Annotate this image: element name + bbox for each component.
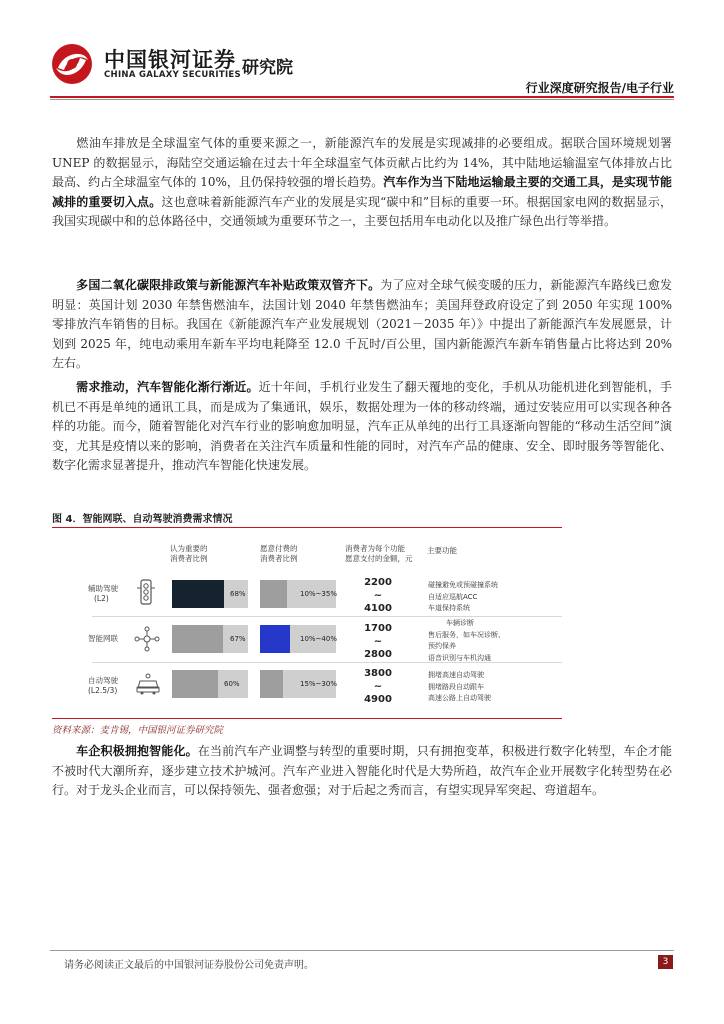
price-high: 4900 — [364, 694, 392, 705]
bar-important-label: 68% — [230, 590, 246, 598]
bar-pay-label: 10%~35% — [300, 590, 337, 598]
header-divider-thin — [50, 99, 674, 100]
page-header — [0, 0, 724, 100]
function-item: 拥堵路段自动跟车 — [428, 682, 484, 691]
figure-source: 资料来源：麦肯锡，中国银河证券研究院 — [52, 725, 224, 736]
p1-text: 燃油车排放是全球温室气体的重要来源之一，新能源汽车的发展是实现减排的必要组成。据联合国环境规划署 UNEP 的数据显示，海陆空交通运输在过去十年全球温室气体贡献占比约为 14%，其中陆地运输温室气体排放占比最高、约占全球温室气体的 10%，且仍保持较强的增长趋势。 — [52, 136, 672, 189]
bar-pay-fill — [260, 625, 290, 653]
col-header-important: 认为重要的 消费者比例 — [170, 544, 208, 563]
row-label-sub: (L2) — [94, 594, 109, 603]
price-low: 1700 — [364, 623, 392, 634]
function-list — [428, 580, 498, 615]
bar-important-fill — [172, 625, 223, 653]
function-item: 自适应巡航ACC — [428, 592, 478, 601]
figure-bottom-rule — [52, 718, 562, 719]
p2-bold: 多国二氧化碳限排政策与新能源汽车补贴政策双管齐下。 — [76, 278, 381, 292]
galaxy-logo-icon — [50, 42, 94, 86]
row-label-line: 自动驾驶 — [88, 676, 118, 685]
function-item: 预约保养 — [428, 642, 456, 650]
footer-divider — [50, 950, 674, 951]
bar-pay-fill — [260, 670, 283, 698]
function-item: 碰撞避免或预碰撞系统 — [428, 581, 498, 589]
function-item: 车辆诊断 — [446, 619, 474, 627]
bar-pay-label: 10%~40% — [300, 635, 337, 643]
header-divider — [50, 96, 674, 98]
paragraph-automaker — [52, 742, 672, 801]
bar-important-fill — [172, 670, 218, 698]
function-list — [428, 618, 505, 664]
p4-bold: 车企积极拥抱智能化。 — [76, 744, 198, 758]
row-label-l2 — [88, 584, 118, 604]
function-item: 高速公路上自动驾驶 — [428, 694, 491, 702]
function-list — [428, 670, 491, 705]
row-label-line: 智能网联 — [88, 634, 118, 643]
price-sep: ~ — [373, 681, 383, 692]
function-item: 车道保持系统 — [428, 604, 470, 612]
brand-name-en: CHINA GALAXY SECURITIES — [104, 70, 241, 80]
function-item: 语音识别与车机沟通 — [428, 653, 491, 662]
price-sep: ~ — [373, 590, 383, 601]
report-type: 行业深度研究报告/电子行业 — [525, 81, 674, 95]
row-separator — [92, 616, 562, 617]
bar-important-label: 60% — [224, 680, 240, 688]
row-label-connected — [88, 634, 118, 644]
bar-important-label: 67% — [230, 635, 246, 643]
price-low: 3800 — [364, 668, 392, 679]
price-sep: ~ — [373, 636, 383, 647]
footer-disclaimer: 请务必阅读正文最后的中国银河证券股份公司免责声明。 — [64, 960, 314, 971]
traffic-light-icon — [134, 578, 158, 608]
brand-name-cn: 中国银河证券 — [104, 48, 236, 72]
bar-important-fill — [172, 580, 224, 608]
col-header-amount: 消费者为每个功能 愿意支付的金额，元 — [345, 544, 413, 563]
bar-pay-label: 15%~30% — [300, 680, 337, 688]
page-number: 3 — [658, 955, 673, 969]
price-range — [358, 622, 398, 661]
bar-pay-fill — [260, 580, 287, 608]
price-range — [358, 667, 398, 706]
price-high: 4100 — [364, 603, 392, 614]
price-low: 2200 — [364, 577, 392, 588]
row-label-l3 — [88, 676, 118, 696]
price-high: 2800 — [364, 649, 392, 660]
car-icon — [134, 672, 162, 696]
function-item: 售后服务，如车况诊断、 — [428, 630, 505, 639]
figure-demand-chart — [52, 528, 562, 718]
figure-title: 图 4．智能网联、自动驾驶消费需求情况 — [52, 514, 233, 525]
network-icon — [134, 626, 160, 652]
function-item: 拥堵高速自动驾驶 — [428, 671, 484, 679]
p1-bold: 汽车作为当下陆地运输最主要的交通工具，是实现节能减排的重要切入点。 — [52, 175, 672, 209]
p4-text: 在当前汽车产业调整与转型的重要时期，只有拥抱变革，积极进行数字化转型，车企才能不被时代大潮所弃，逐步建立技术护城河。汽车产业进入智能化时代是大势所趋，故汽车企业开展数字化转型势在必行。对于龙头企业而言，可以保持领先、强者愈强；对于后起之秀而言，有望实现异军突起、弯道超车。 — [52, 744, 672, 797]
row-label-sub: (L2.5/3) — [88, 686, 118, 695]
row-label-line: 辅助驾驶 — [88, 584, 118, 593]
col-header-pay: 愿意付费的 消费者比例 — [260, 544, 298, 563]
price-range — [358, 576, 398, 615]
p1-tail: 这也意味着新能源汽车产业的发展是实现“碳中和”目标的重要一环。根据国家电网的数据显示，我国实现碳中和的总体路径中，交通领域为重要环节之一，主要包括用车电动化以及推广绿色出行等举措。 — [52, 194, 672, 228]
p2-text: 为了应对全球气候变暖的压力，新能源汽车路线已愈发明显：英国计划 2030 年禁售燃油车，法国计划 2040 年禁售燃油车；美国拜登政府设定了到 2050 年实现 100%零排放汽车销售的目标。我国在《新能源汽车产业发展规划（2021－2035 年）》中提出了新能源汽车发展愿景，计划到 2025 年，纯电动乘用车新车平均电耗降至 12.0 千瓦时/百公里，国内新能源汽车新车销售量占比将达到 20%左右。 — [52, 278, 672, 370]
paragraph-emission — [52, 134, 672, 232]
paragraph-policy — [52, 276, 672, 374]
col-header-functions: 主要功能 — [427, 546, 457, 555]
p3-bold: 需求推动，汽车智能化渐行渐近。 — [76, 380, 259, 394]
row-separator — [92, 662, 562, 663]
p3-text: 近十年间，手机行业发生了翻天覆地的变化，手机从功能机进化到智能机，手机已不再是单纯的通讯工具，而是成为了集通讯，娱乐，数据处理为一体的移动终端，通过安装应用可以实现各种各样的功能。而今，随着智能化对汽车行业的影响愈加明显，汽车正从单纯的出行工具逐渐向智能的“移动生活空间”演变，尤其是疫情以来的影响，消费者在关注汽车质量和性能的同时，对汽车产品的健康、安全、即时服务等智能化、数字化需求显著提升，推动汽车智能化快速发展。 — [52, 380, 672, 472]
paragraph-demand — [52, 378, 672, 476]
brand-institute: 研究院 — [242, 58, 293, 78]
